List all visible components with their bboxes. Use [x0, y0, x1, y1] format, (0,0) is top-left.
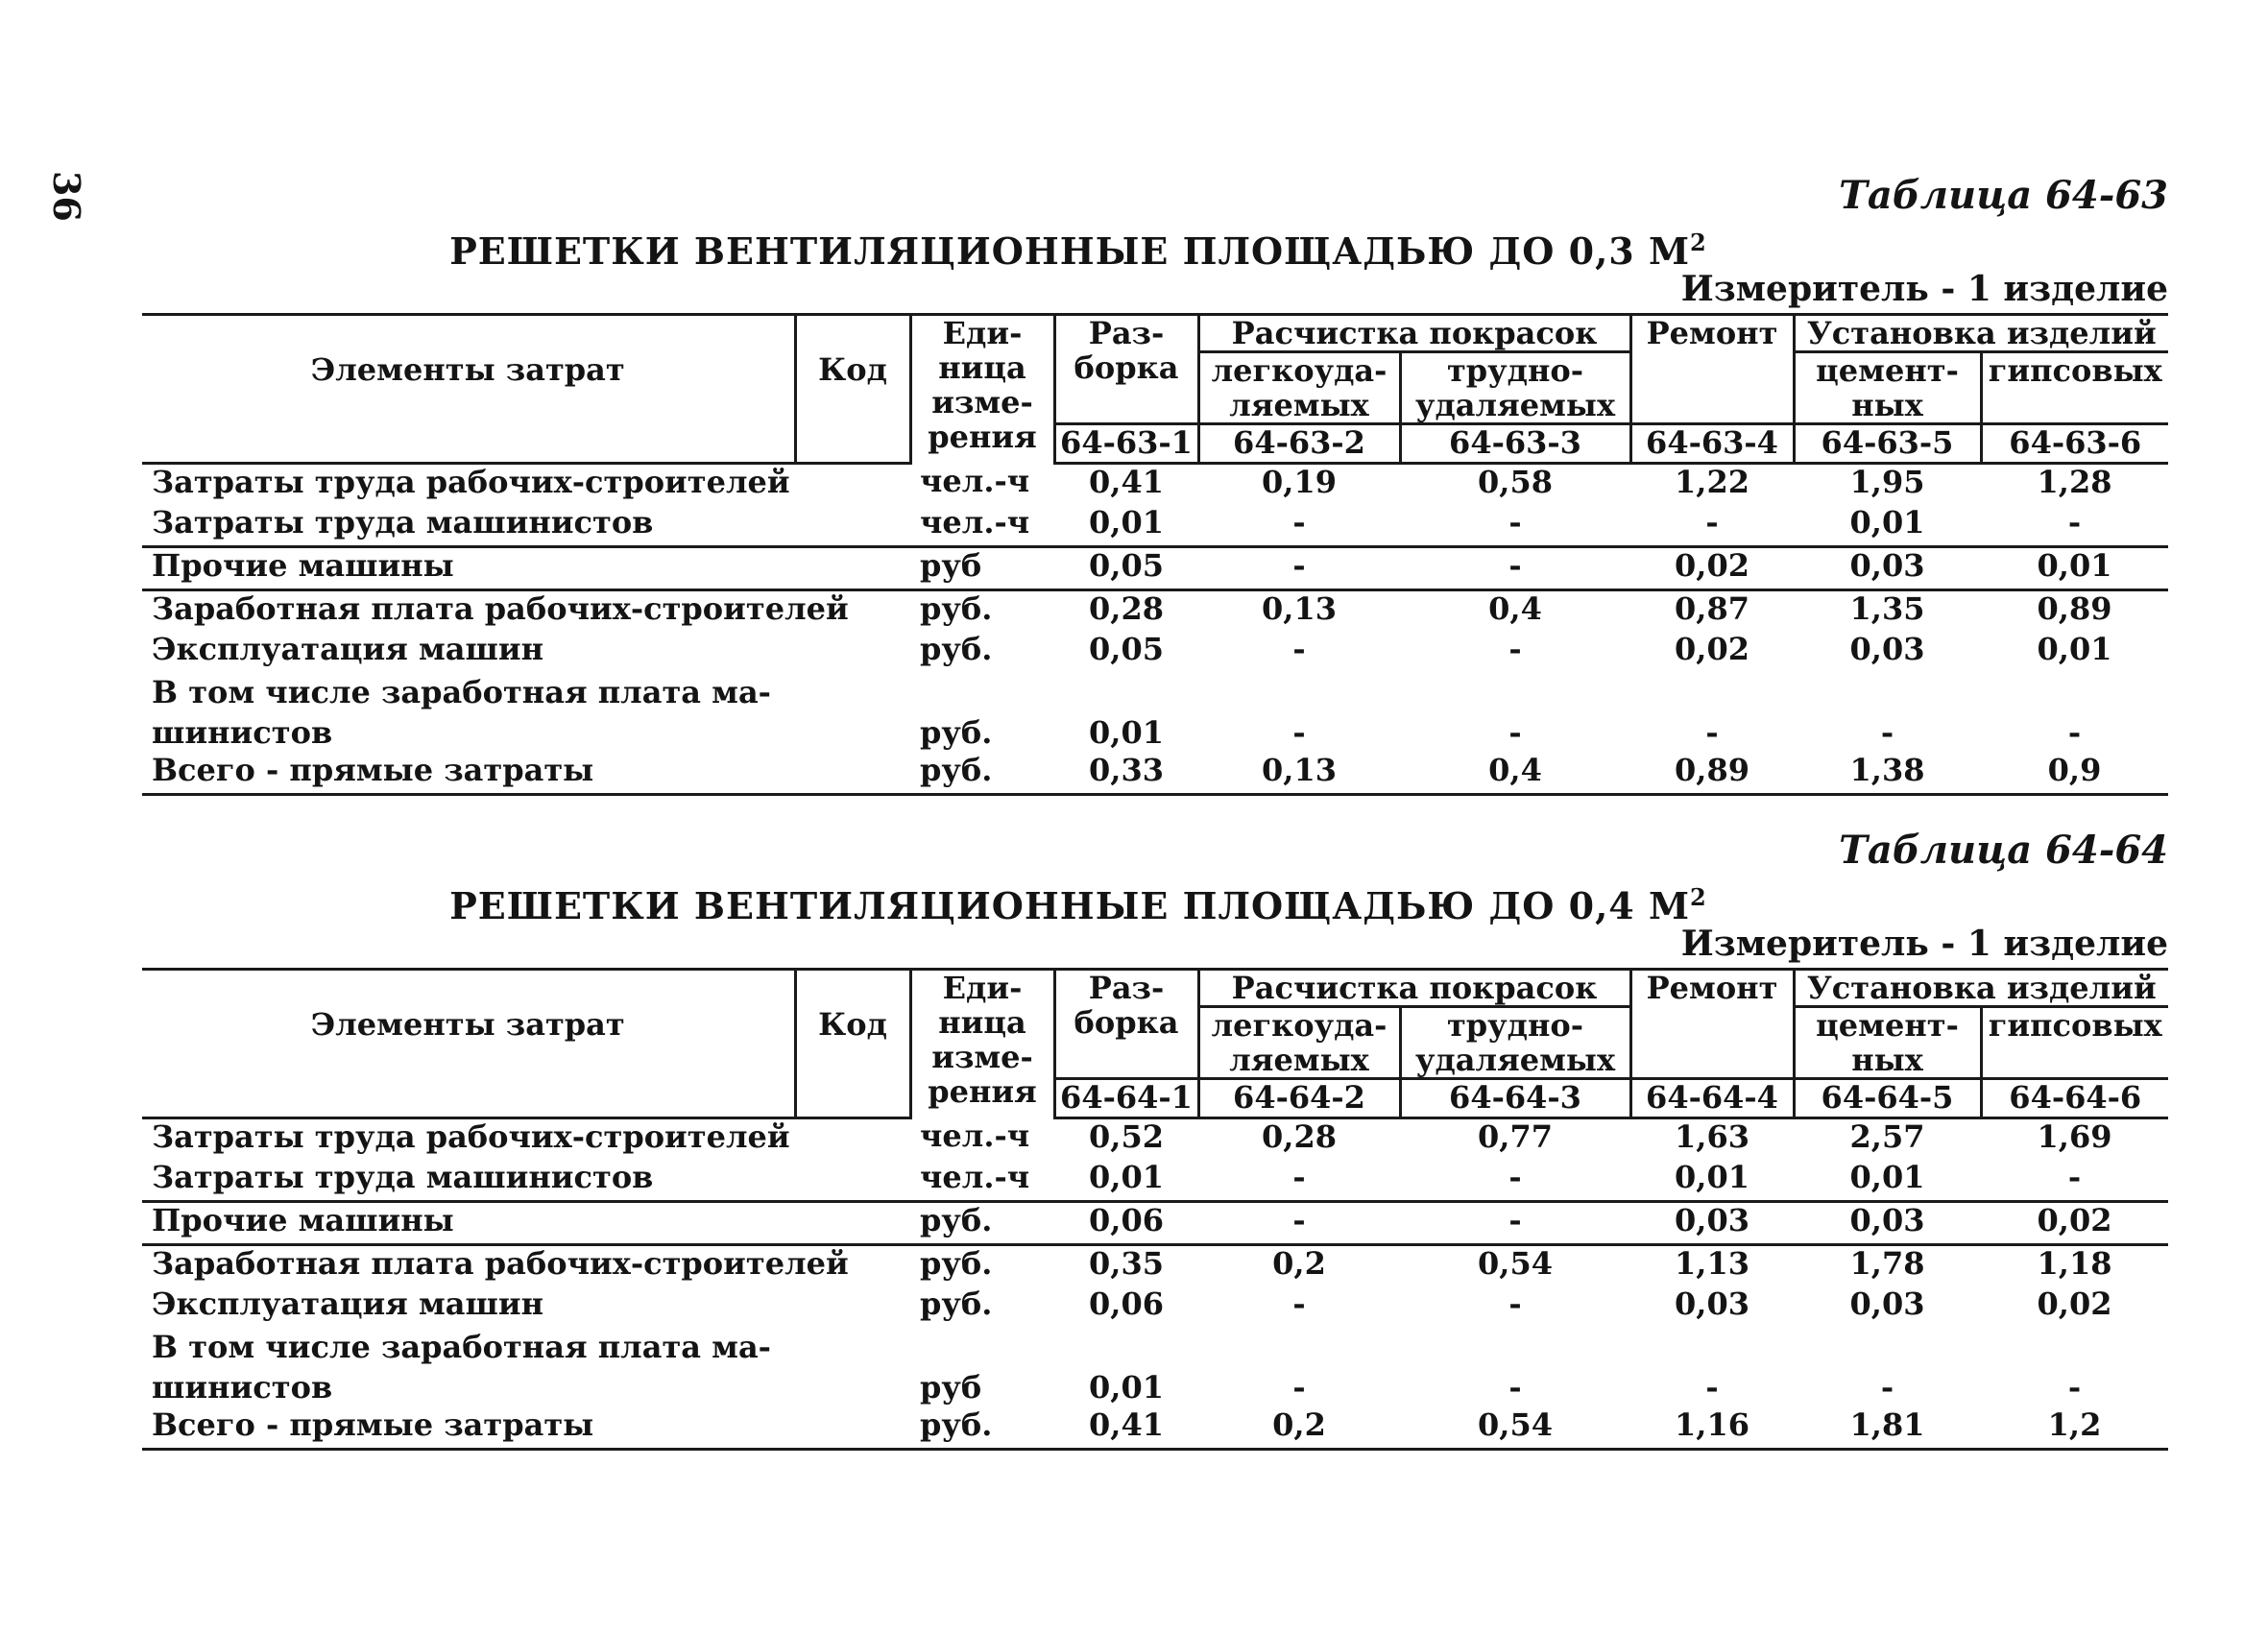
page-number: 36: [45, 171, 88, 222]
header-elements: Элементы затрат: [142, 970, 795, 1079]
code-cell: 64-63-5: [1794, 424, 1981, 464]
table-block-64-63: [142, 171, 2168, 796]
code-cell: 64-63-6: [1981, 424, 2168, 464]
code-cell: 64-63-4: [1630, 424, 1794, 464]
table-row: Затраты труда рабочих-строителей чел.-ч 0,41 0,19 0,58 1,22 1,95 1,28: [152, 462, 2112, 500]
code-cell: 64-64-2: [1198, 1079, 1400, 1118]
code-cell: 64-64-4: [1630, 1079, 1794, 1118]
table-row: Всего - прямые затраты руб. 0,41 0,2 0,54 1,16 1,81 1,2: [142, 1407, 2168, 1450]
table-measure: Измеритель - 1 изделие: [1680, 269, 2168, 309]
header-row: [142, 315, 2168, 352]
header-remont: Ремонт: [1630, 315, 1794, 424]
code-cell: 64-63-3: [1400, 424, 1630, 464]
header-easy: легкоуда- ляемых: [1198, 1007, 1400, 1079]
table-row: Затраты труда машинистов чел.-ч 0,01 - - 0,01 0,01 -: [142, 1160, 2168, 1202]
table-row: Прочие машины руб 0,05 - - 0,02 0,03 0,01: [142, 547, 2168, 590]
header-unit: Еди- ница изме- рения: [910, 315, 1054, 464]
header-code: Код: [795, 970, 910, 1079]
code-cell: 64-64-1: [1054, 1079, 1198, 1118]
cost-table: [142, 968, 2168, 1451]
header-ustanovka: Установка изделий: [1794, 970, 2168, 1007]
header-gips: гипсовых: [1981, 352, 2168, 424]
header-gips: гипсовых: [1981, 1007, 2168, 1079]
table-row: Заработная плата рабочих-строителей руб. 0,28 0,13 0,4 0,87 1,35 0,89: [152, 590, 2112, 627]
table-block-64-64: [142, 826, 2168, 1451]
table-row: Затраты труда рабочих-строителей чел.-ч 0,52 0,28 0,77 1,63 2,57 1,69: [152, 1117, 2112, 1155]
code-cell: 64-64-6: [1981, 1079, 2168, 1118]
code-cell: 64-63-1: [1054, 424, 1198, 464]
header-cement: цемент- ных: [1794, 1007, 1981, 1079]
header-row: [142, 970, 2168, 1007]
header-elements: Элементы затрат: [142, 315, 795, 424]
header-unit: Еди- ница изме- рения: [910, 970, 1054, 1118]
header-code: Код: [795, 315, 910, 424]
header-hard: трудно- удаляемых: [1400, 352, 1630, 424]
code-row: [142, 1079, 2168, 1118]
header-cement: цемент- ных: [1794, 352, 1981, 424]
header-raschistka: Расчистка покрасок: [1198, 315, 1630, 352]
table-row: Заработная плата рабочих-строителей руб. 0,35 0,2 0,54 1,13 1,78 1,18: [152, 1245, 2112, 1282]
table-measure: Измеритель - 1 изделие: [1680, 924, 2168, 964]
header-raschistka: Расчистка покрасок: [1198, 970, 1630, 1007]
table-title: РЕШЕТКИ ВЕНТИЛЯЦИОННЫЕ ПЛОЩАДЬЮ ДО 0,4 $М^2$: [449, 883, 1707, 927]
table-row: В том числе заработная плата ма- шинистов руб 0,01 - - - - -: [152, 1329, 2082, 1406]
code-cell: 64-64-5: [1794, 1079, 1981, 1118]
code-cell: 64-63-2: [1198, 424, 1400, 464]
table-row: В том числе заработная плата ма- шинистов руб. 0,01 - - - - -: [152, 674, 2082, 751]
header-razborka: Раз- борка: [1054, 970, 1198, 1079]
header-razborka: Раз- борка: [1054, 315, 1198, 424]
header-easy: легкоуда- ляемых: [1198, 352, 1400, 424]
header-remont: Ремонт: [1630, 970, 1794, 1079]
table-label: Таблица 64-64: [1839, 828, 2168, 873]
table-title: РЕШЕТКИ ВЕНТИЛЯЦИОННЫЕ ПЛОЩАДЬЮ ДО 0,3 $М^2$: [449, 228, 1707, 273]
header-hard: трудно- удаляемых: [1400, 1007, 1630, 1079]
table-row: Эксплуатация машин руб. 0,05 - - 0,02 0,03 0,01: [152, 631, 2112, 667]
code-cell: 64-64-3: [1400, 1079, 1630, 1118]
table-row: Эксплуатация машин руб. 0,06 - - 0,03 0,03 0,02: [152, 1286, 2112, 1322]
table-row: Затраты труда машинистов чел.-ч 0,01 - - - 0,01 -: [142, 505, 2168, 547]
table-row: Прочие машины руб. 0,06 - - 0,03 0,03 0,02: [142, 1202, 2168, 1245]
table-row: Всего - прямые затраты руб. 0,33 0,13 0,4 0,89 1,38 0,9: [142, 753, 2168, 795]
header-ustanovka: Установка изделий: [1794, 315, 2168, 352]
table-label: Таблица 64-63: [1839, 173, 2168, 218]
code-row: [142, 424, 2168, 464]
cost-table: [142, 313, 2168, 796]
